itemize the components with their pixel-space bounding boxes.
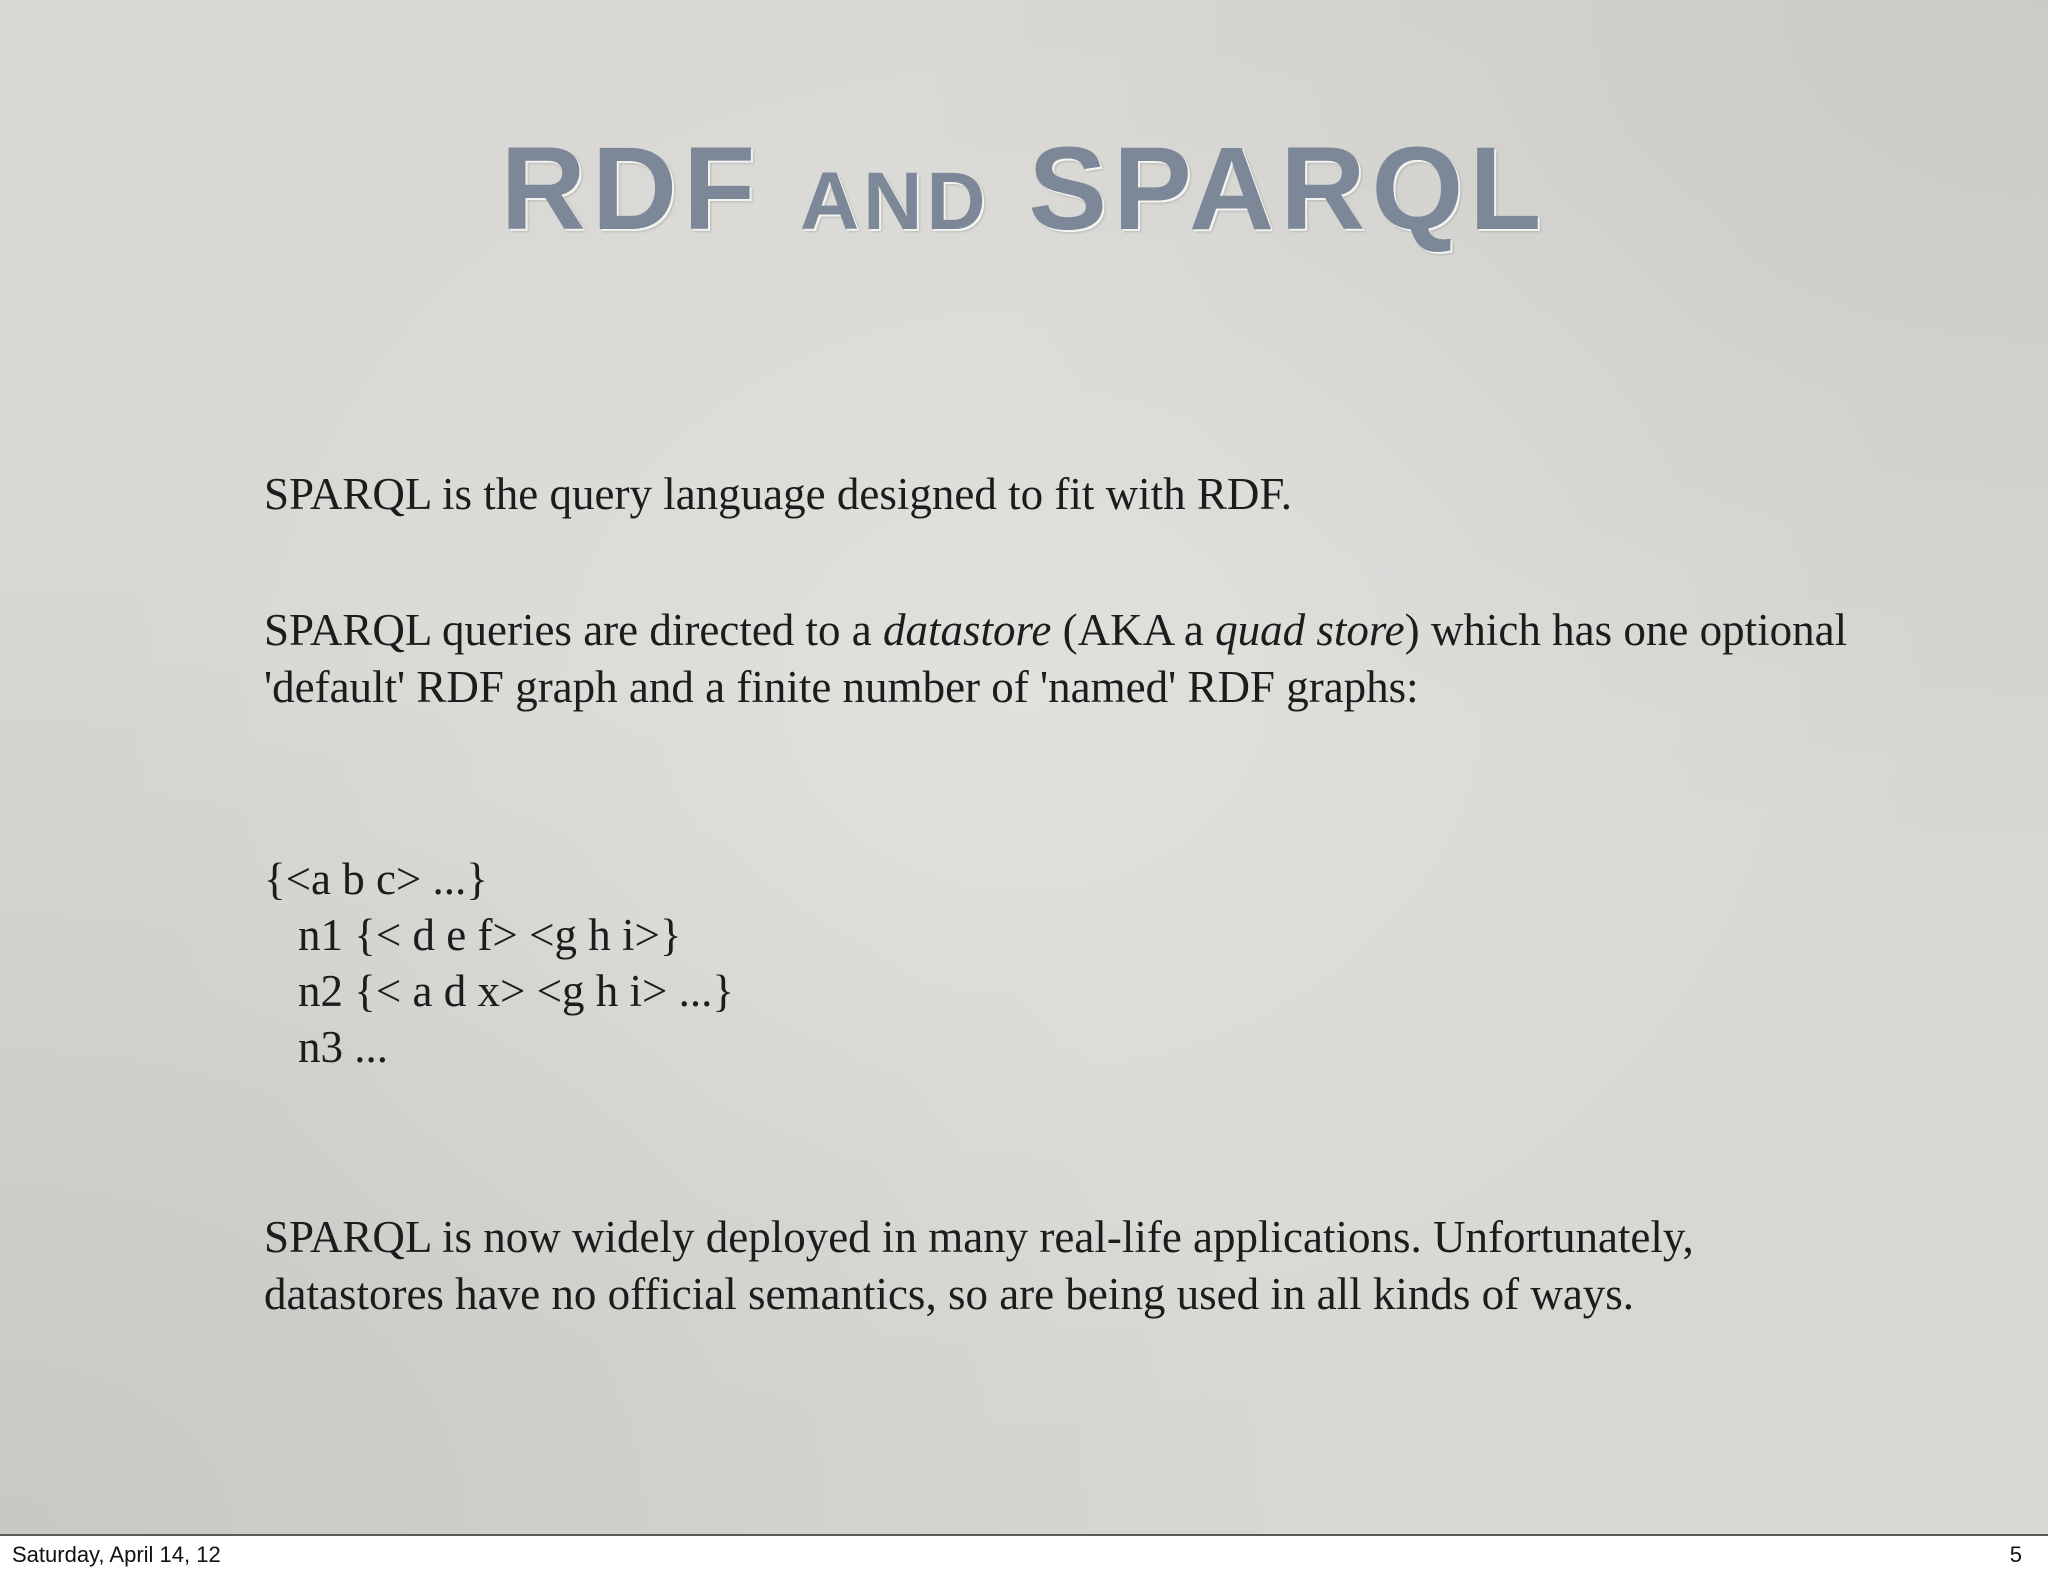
term-quad-store: quad store bbox=[1215, 605, 1405, 655]
slide-title bbox=[0, 123, 2048, 255]
paragraph-datastore bbox=[264, 602, 1884, 716]
page-number: 5 bbox=[2009, 1542, 2022, 1567]
paragraph-intro: SPARQL is the query language designed to fit with RDF. bbox=[264, 469, 1293, 519]
paragraph-datastore-seg2: (AKA a bbox=[1051, 605, 1216, 655]
quad-example-line: n2 {< a d x> <g h i> ...} bbox=[298, 966, 734, 1016]
quad-example-line: n1 {< d e f> <g h i>} bbox=[298, 910, 682, 960]
quad-example-line: n3 ... bbox=[298, 1022, 388, 1072]
quad-example-line: {<a b c> ...} bbox=[264, 854, 488, 904]
paragraph-datastore-seg3: ) which has one optional 'default' RDF graph and a finite number of 'named' RDF graphs: bbox=[264, 605, 1848, 712]
title-rdf: RDF bbox=[500, 123, 762, 255]
paragraph-datastore-seg1: SPARQL queries are directed to a bbox=[264, 605, 884, 655]
paragraph-deployment: SPARQL is now widely deployed in many real-life applications. Unfortunately, datastores have no official semantics, so are being used in all kinds of ways. bbox=[264, 1212, 1694, 1319]
title-sparql: SPARQL bbox=[1028, 123, 1548, 255]
term-datastore: datastore bbox=[883, 605, 1052, 655]
title-and: AND bbox=[799, 156, 990, 247]
quad-example bbox=[264, 851, 734, 1075]
footer-date: Saturday, April 14, 12 bbox=[12, 1542, 221, 1567]
